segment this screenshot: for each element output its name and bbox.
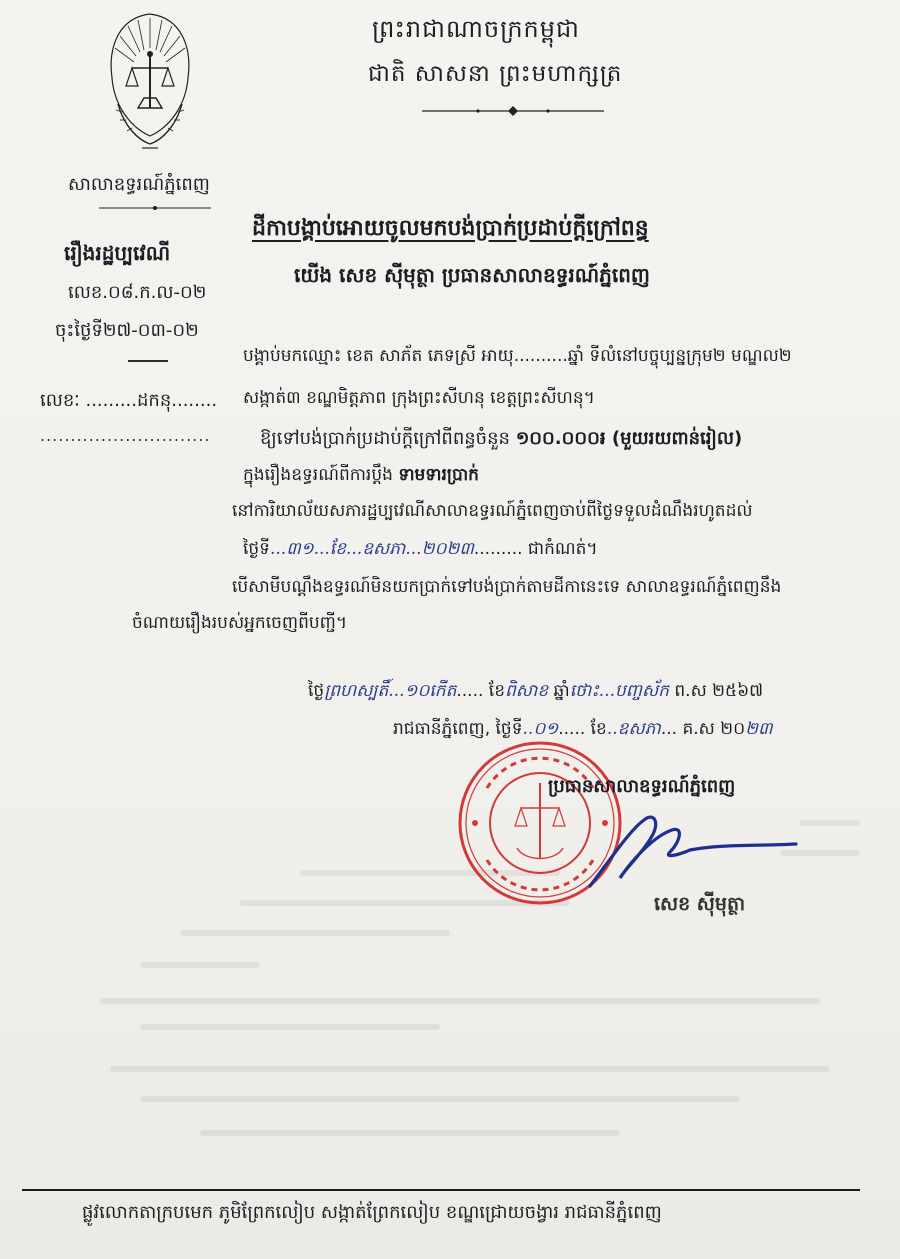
solar-prefix: រាជធានីភ្នំពេញ, ថ្ងៃទី <box>393 719 523 739</box>
body-line-removal: ចំណាយរឿងរបស់អ្នកចេញពីបញ្ជី។ <box>132 613 348 633</box>
lunar-date <box>308 680 763 705</box>
body-line-deadline <box>243 538 598 563</box>
footer-divider <box>22 1189 860 1191</box>
footer-address: ផ្លូវលោកតាក្របមេក ភូមិព្រែកលៀប សង្កាត់ព្រែកលៀប ខណ្ឌជ្រោយចង្វារ រាជធានីភ្នំពេញ <box>82 1202 662 1223</box>
solar-month-label: ..... ខែ <box>558 719 607 739</box>
body-line-recipient: បង្គាប់មកឈ្មោះ ខេត សាភ័ត ភេទស្រី អាយុ..........ឆ្នាំ ទីលំនៅបច្ចុប្បន្នក្រុម២ មណ្ឌល២ <box>243 346 792 366</box>
divider-ornament-icon <box>418 104 608 118</box>
lunar-year-handwritten: ថោះ...បញ្ចស័ក <box>569 681 669 701</box>
bleed-through-mark <box>110 1066 830 1072</box>
lunar-prefix: ថ្ងៃ <box>308 681 325 701</box>
national-motto: ជាតិ សាសនា ព្រះមហាក្សត្រ <box>368 61 623 87</box>
solar-era: ... គ.ស ២០ <box>660 719 746 739</box>
case-number: លេខ.០៨.ក.ល-០២ <box>68 282 207 303</box>
case-date: ចុះថ្ងៃទី២៧-០៣-០២ <box>55 320 199 341</box>
bleed-through-mark <box>200 1130 620 1136</box>
body-line-amount <box>260 426 742 453</box>
solar-month-handwritten: ..ឧសភា <box>606 719 661 739</box>
buddhist-era: ព.ស ២៥៦៧ <box>668 681 764 701</box>
deadline-label: ថ្ងៃទី <box>243 539 270 559</box>
lunar-month-handwritten: ពិសាខ <box>504 681 549 701</box>
deadline-handwritten: ...៣១...ខែ...ឧសភា...២០២៣ <box>269 539 474 559</box>
body-line-office: នៅការិយាល័យសភារដ្ឋប្បវេណីសាលាឧទ្ធរណ៍ភ្នំពេញចាប់ពីថ្ងៃទទួលដំណឹងរហូតដល់ <box>232 501 753 521</box>
body-line-warning: បើសាមីបណ្តឹងឧទ្ធរណ៍មិនយកប្រាក់ទៅបង់ប្រាក់តាមដីកានេះទេ សាលាឧទ្ធរណ៍ភ្នំពេញនឹង <box>232 577 782 597</box>
lunar-month-label: ..... ខែ <box>456 681 505 701</box>
case-label: ក្នុងរឿងឧទ្ធរណ៍ពីការប្តឹង <box>243 465 399 485</box>
bleed-through-mark <box>800 820 860 826</box>
bleed-through-mark <box>180 930 450 936</box>
issuer-line: យើង សេខ ស៊ីមុត្ថា ប្រធានសាលាឧទ្ធរណ៍ភ្នំពេញ <box>294 263 650 287</box>
lunar-year-label: ឆ្នាំ <box>548 681 570 701</box>
case-type: រឿងរដ្ឋប្បវេណី <box>64 241 171 265</box>
kingdom-heading: ព្រះរាជាណាចក្រកម្ពុជា <box>372 15 580 43</box>
blank-line: ............................ <box>40 426 211 445</box>
signatory-title: ប្រធានសាលាឧទ្ធរណ៍ភ្នំពេញ <box>548 776 736 797</box>
handwritten-signature-icon <box>580 800 800 890</box>
court-emblem-icon <box>98 8 202 158</box>
bleed-through-mark <box>100 998 820 1004</box>
solar-year-handwritten: ២៣ <box>745 719 773 739</box>
solar-day-handwritten: ..០១ <box>522 719 559 739</box>
bleed-through-mark <box>140 1024 440 1030</box>
document-title: ដីកាបង្គាប់អោយចូលមកបង់ប្រាក់ប្រដាប់ក្តីក្រៅពន្ធ <box>252 216 649 241</box>
signatory-name: សេខ ស៊ីមុត្ថា <box>654 893 746 915</box>
body-line-case <box>243 464 479 489</box>
amount-label: ឱ្យទៅបង់ប្រាក់ប្រដាប់ក្តីក្រៅពីពន្ធចំនួន <box>260 428 516 449</box>
amount-value: ១០០.០០០៛ (មួយរយពាន់រៀល) <box>515 428 743 449</box>
claim-type: ទាមទារប្រាក់ <box>398 465 479 485</box>
body-line-address: សង្កាត់៣ ខណ្ឌមិត្តភាព ក្រុងព្រះសីហនុ ខេត្តព្រះសីហនុ។ <box>243 388 595 408</box>
lunar-day-handwritten: ព្រហស្បតិ៍...១០កើត <box>324 681 457 701</box>
reference-number: លេខៈ .........ដកនុ........ <box>40 390 218 411</box>
bleed-through-mark <box>140 962 260 968</box>
bleed-through-mark <box>140 1096 740 1102</box>
court-divider-icon <box>95 202 215 214</box>
case-underline <box>128 360 168 362</box>
deadline-suffix: ......... ជាកំណត់។ <box>473 539 598 559</box>
court-name: សាលាឧទ្ធរណ៍ភ្នំពេញ <box>68 174 210 195</box>
